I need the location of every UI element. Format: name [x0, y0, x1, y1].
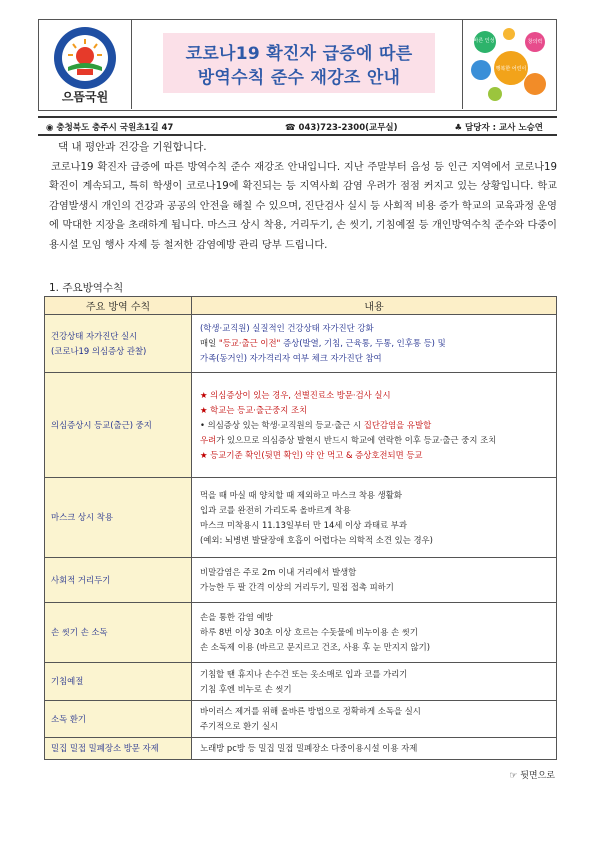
- content-line: 가족(동거인) 자가격리자 여부 체크 자가진단 참여: [200, 353, 382, 363]
- content-line: 기침할 땐 휴지나 손수건 또는 옷소매로 입과 코를 가리기: [200, 668, 408, 679]
- content-line: 손 소독제 이용 (바르고 문지르고 건조, 사용 후 눈 만지지 않기): [200, 642, 430, 652]
- column-header-content: 내용: [192, 297, 557, 315]
- title-cell: [131, 20, 465, 109]
- content-line: [200, 433, 548, 448]
- content-line: 노래방 pc방 등 밀집 밀접 밀폐장소 다중이용시설 이용 자제: [200, 743, 418, 753]
- content-span-highlight: "등교·출근 이전": [218, 338, 281, 348]
- table-header-row: [45, 297, 557, 315]
- rule-label: 밀집 밀접 밀폐장소 방문 자제: [45, 738, 192, 760]
- content-line: 입과 코를 완전히 가리도록 올바르게 착용: [200, 504, 351, 515]
- content-line: 기침 후엔 비누로 손 씻기: [200, 683, 292, 694]
- school-address: ◉ 충청북도 충주시 국원초1길 47: [46, 123, 174, 133]
- table-row: [45, 373, 557, 478]
- rule-label: 소독 환기: [45, 701, 192, 738]
- content-span: 가 있으므로 의심증상 발현시 반드시 학교에 연락한 이후 등교·출근 중지 조치: [216, 434, 497, 445]
- document-title-line2: 방역수칙 준수 재강조 안내: [197, 68, 401, 88]
- rule-content: [192, 558, 557, 603]
- content-span-highlight: 집단감염을 유발할: [363, 419, 432, 430]
- slogan-graphic: [462, 20, 556, 109]
- document-title-line1: 코로나19 확진자 급증에 따른: [185, 44, 413, 64]
- slogan-circles-icon: [465, 22, 553, 108]
- content-span: 매일: [200, 338, 219, 348]
- content-line: 주기적으로 환기 실시: [200, 721, 279, 731]
- rule-label: [45, 315, 192, 373]
- section-title: 1. 주요방역수칙: [49, 282, 124, 294]
- content-span-highlight: 우려: [200, 434, 217, 445]
- content-span: • 의심증상 있는 학생·교직원의 등교·출근 시: [200, 419, 364, 430]
- content-line: [200, 418, 548, 433]
- school-emblem-icon: [52, 25, 118, 91]
- rule-content: [192, 315, 557, 373]
- school-name: 으뜸국원: [61, 90, 109, 104]
- rule-label: 사회적 거리두기: [45, 558, 192, 603]
- content-line: ★ 학교는 등교·출근중지 조치: [200, 404, 308, 415]
- content-line: [200, 336, 548, 351]
- intro-paragraph: 코로나19 확진자 급증에 따른 방역수칙 준수 재강조 안내입니다. 지난 주말부터 음성 등 인근 지역에서 코로나19 확진이 계속되고, 특히 학생이 코로나19에 확진되는 등 지역사회 감염 우려가 점점 커지고 있는 상황입니다. 학교 감염발생시 개인의 건강과 공공의 안전을 해칠 수 있으며, 진단검사 실시 등 사회적 비용 증가 학교의 교육과정 운영에 막대한 지장을 초래하게 됩니다. 마스크 상시 착용, 거리두기, 손 씻기, 기침예절 등 개인방역수칙 준수와 다중이용시설 모임 행사 자제 등 철저한 감염예방 관리 당부 드립니다.: [49, 162, 557, 251]
- rule-content: [192, 663, 557, 701]
- content-span: 증상(발열, 기침, 근육통, 두통, 인후통 등) 및: [280, 338, 446, 348]
- rule-label-line: (코로나19 의심증상 관찰): [51, 345, 147, 356]
- quarantine-rules-table: [44, 296, 557, 760]
- rule-content: [192, 738, 557, 760]
- rule-label: 의심증상시 등교(출근) 중지: [45, 373, 192, 478]
- content-line: (학생·교직원) 실질적인 건강상태 자가진단 강화: [200, 323, 374, 333]
- rule-label: 마스크 상시 착용: [45, 478, 192, 558]
- table-row: [45, 478, 557, 558]
- table-row: [45, 315, 557, 373]
- school-logo-cell: [39, 20, 132, 109]
- column-header-rule: 주요 방역 수칙: [45, 297, 192, 315]
- next-page-link[interactable]: ☞ 뒷면으로: [509, 771, 555, 781]
- contact-info-bar: [38, 116, 557, 136]
- content-line: 비말감염은 주로 2m 이내 거리에서 발생함: [200, 567, 357, 577]
- rule-label-line: 건강상태 자가진단 실시: [51, 330, 138, 341]
- table-row: [45, 738, 557, 760]
- table-row: [45, 603, 557, 663]
- content-line: 먹을 때 마실 때 양치할 때 제외하고 마스크 착용 생활화: [200, 489, 402, 500]
- content-line: (예외: 뇌병변 발달장애 호흡이 어렵다는 의학적 소견 있는 경우): [200, 534, 433, 545]
- rule-label: 기침예절: [45, 663, 192, 701]
- table-row: [45, 701, 557, 738]
- rule-content: [192, 373, 557, 478]
- rule-content: [192, 478, 557, 558]
- slogan-text-1: 바른 인성: [473, 38, 495, 44]
- content-line: ★ 등교기준 확인(뒷면 확인) 약 안 먹고 & 증상호전되면 등교: [200, 449, 423, 460]
- greeting: 댁 내 평안과 건강을 기원합니다.: [58, 141, 207, 153]
- rule-content: [192, 603, 557, 663]
- content-line: 바이러스 제거를 위해 올바른 방법으로 정확하게 소독을 실시: [200, 706, 421, 716]
- content-line: 마스크 미착용시 11.13일부터 만 14세 이상 과태료 부과: [200, 519, 407, 530]
- letterhead: [38, 19, 557, 111]
- content-line: 가능한 두 팔 간격 이상의 거리두기, 밀접 접촉 피하기: [200, 582, 394, 592]
- table-row: [45, 558, 557, 603]
- school-phone: ☎ 043)723-2300(교무실): [285, 123, 398, 133]
- content-line: ★ 의심증상이 있는 경우, 선별진료소 방문·검사 실시: [200, 389, 391, 400]
- manager-name: ♣ 담당자 : 교사 노승연: [454, 123, 543, 133]
- content-line: 하루 8번 이상 30초 이상 흐르는 수돗물에 비누이용 손 씻기: [200, 627, 418, 637]
- table-row: [45, 663, 557, 701]
- content-line: 손을 통한 감염 예방: [200, 612, 273, 622]
- rule-content: [192, 701, 557, 738]
- slogan-text-3: 행복한 어린이: [495, 66, 527, 72]
- rule-label: 손 씻기 손 소독: [45, 603, 192, 663]
- slogan-text-2: 창의력: [527, 39, 543, 45]
- title-box: [163, 33, 435, 93]
